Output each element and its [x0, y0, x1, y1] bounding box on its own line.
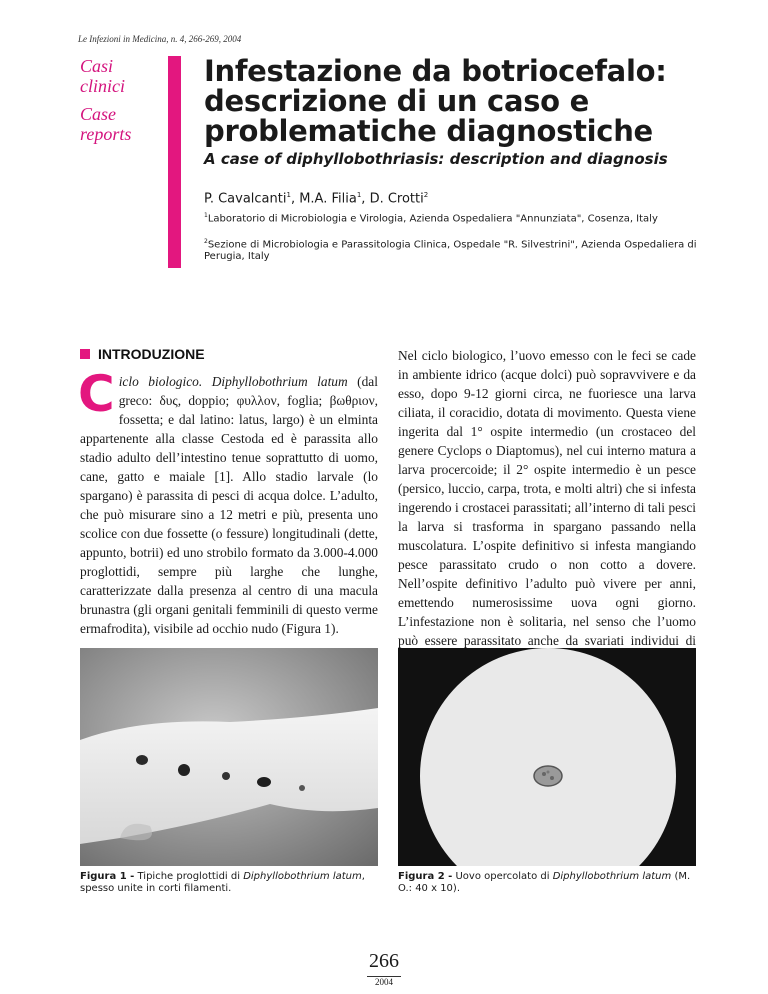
section-heading-text: INTRODUZIONE [98, 346, 205, 362]
page-number: 266 [369, 950, 399, 972]
figure-1-photo [80, 648, 378, 866]
caption-species: Diphyllobothrium latum [552, 871, 672, 882]
affiliation-text: Laboratorio di Microbiologia e Virologia, Azienda Ospedaliera "Annunziata", Cosenza, Italy [207, 213, 658, 225]
author-affiliation-mark: 1 [356, 191, 362, 199]
proglottid-photo [80, 648, 378, 866]
intro-lead: iclo biologico. Diphyllobothrium latum [118, 374, 348, 389]
intro-text: (dal greco: δυς, doppio; φυλλον, foglia; βωθριον, fossetta; e dal latino: latus, largo) è un elminta appartenente alla classe Cestoda ed è parassita allo stadio adulto dell’intestino tenue soprattutto di uomo, cane, gatto e maiale [1]. Allo stadio larvale (lo spargano) è parassita di pesci di acqua dolce. L’adulto, che può misurare sino a 12 metri e più, presenta uno scolice con due fossette (o fessure) longitudinali (dette, appunto, botrii) ed uno strobilo formato da 3.000-4.000 proglottidi, sempre più larghe che lunghe, caratterizzate dalla presenza al centro di una macula brunastra (gli organi genitali femminili di questo verme ermafrodita), visibile ad occhio nudo (Figura 1). [80, 374, 378, 636]
author-separator: , [361, 191, 370, 207]
affiliation-2 [204, 236, 704, 263]
article-title: Infestazione da botriocefalo: descrizione di un caso e problematiche diagnostiche [204, 54, 667, 148]
author-separator: , [290, 191, 300, 207]
caption-text: Uovo opercolato di [455, 871, 550, 882]
article-subtitle: A case of diphyllobothriasis: description and diagnosis [204, 150, 668, 168]
section-square-icon [80, 349, 90, 359]
caption-text-end: (M. O.: 40 x 10). [398, 871, 691, 894]
author-affiliation-mark: 1 [286, 191, 291, 199]
cycle-paragraph: Nel ciclo biologico, l’uovo emesso con le feci se cade in ambiente idrico (acque dolci) può sopravvivere e da esso, dopo 9-12 giorni circa, ne fuoriesce una larva ciliata, il coracidio, dotata di movimento. Questa viene ingerita dal 1° ospite intermedio (un crostaceo del genere Cyclops o Diaptomus), nel cui interno matura a larva procercoide; il 2° ospite intermedio è un pesce (persico, luccio, carpa, trota, e molti altri) che si infesta ingerendo i crostacei parassitati; all’interno di tali pesci la larva si trasforma in spargano passando nella muscolatura. L’ospite definitivo si infesta mangiando pesce parassitato crudo o non cotto a dovere. Nell’ospite definitivo l’adulto può vivere per anni, emettendo numerosissime uova ogni giorno. L’infestazione non è solitaria, nel senso che l’uomo può essere parassitato anche da svariati individui di [398, 348, 696, 648]
page-year: 2004 [375, 977, 393, 987]
section-label-italian: Casi clinici [80, 56, 125, 96]
section-label-english: Case reports [80, 104, 132, 144]
figure-2-micrograph [398, 648, 696, 866]
accent-bar [168, 56, 181, 268]
author-affiliation-mark: 2 [423, 191, 429, 199]
affiliation-text: Sezione di Microbiologia e Parassitologia Clinica, Ospedale "R. Silvestrini", Azienda Ospedaliera di Perugia, Italy [204, 239, 697, 263]
author-list [204, 191, 428, 206]
body-column-1 [78, 365, 378, 638]
author-name: M.A. Filia [299, 191, 357, 207]
section-heading [80, 346, 205, 362]
drop-cap: C [78, 365, 115, 423]
running-head: Le Infezioni in Medicina, n. 4, 266-269, 2004 [78, 34, 242, 44]
affiliation-mark: 2 [204, 238, 208, 245]
author-name: D. Crotti [369, 191, 424, 207]
egg-micrograph [398, 648, 696, 866]
figure-2-caption [398, 871, 696, 895]
figure-1-caption [80, 871, 378, 895]
caption-text: Tipiche proglottidi di [137, 871, 241, 882]
intro-paragraph [78, 365, 378, 638]
affiliation-mark: 1 [204, 212, 208, 219]
body-column-2 [398, 346, 696, 669]
affiliation-1 [204, 210, 704, 225]
caption-label: Figura 2 - [398, 871, 453, 882]
caption-label: Figura 1 - [80, 871, 135, 882]
caption-text-end: , spesso unite in corti filamenti. [80, 871, 365, 894]
author-name: P. Cavalcanti [204, 191, 287, 207]
caption-species: Diphyllobothrium latum [243, 871, 362, 882]
